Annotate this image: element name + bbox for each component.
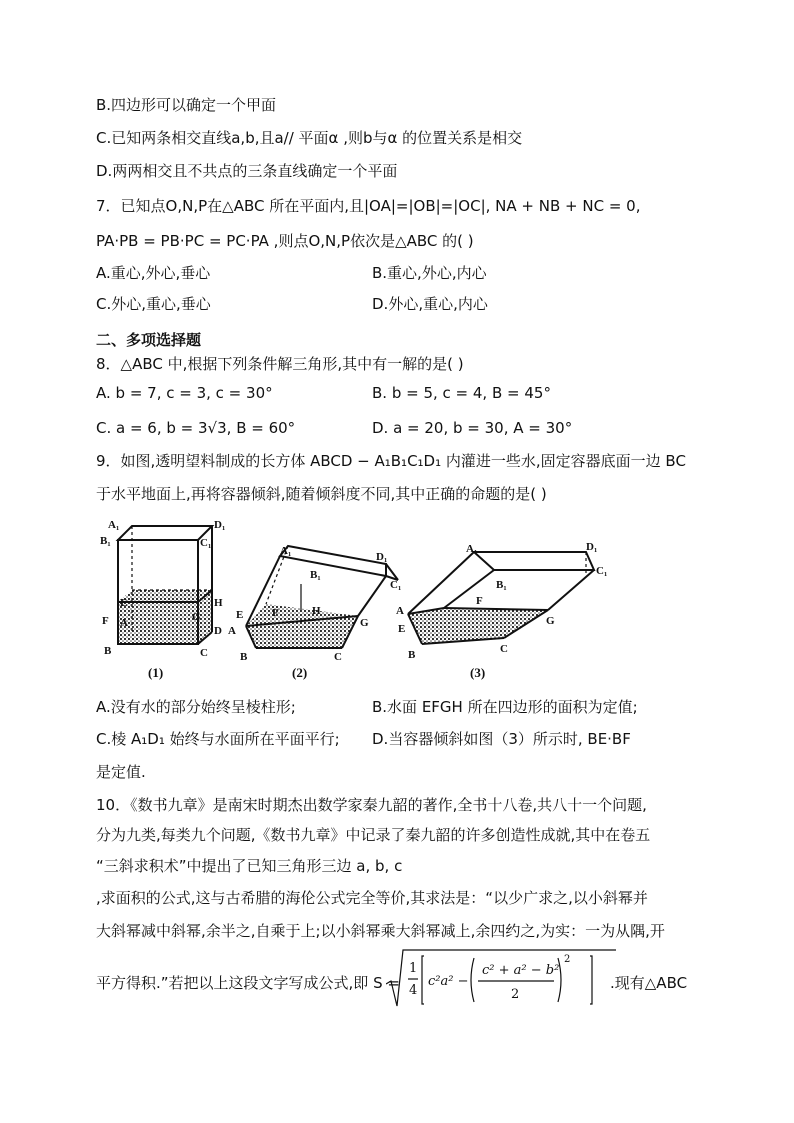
label: B₁ <box>100 535 111 547</box>
label: B <box>240 651 248 663</box>
q9-stem-line2: 于水平地面上,再将容器倾斜,随着倾斜度不同,其中正确的命题的是( ) <box>96 485 547 503</box>
q7-stem-line1: 7．已知点O,N,P在△ABC 所在平面内,且|OA|=|OB|=|OC|, NA + NB + NC = 0, <box>96 197 641 215</box>
label: F <box>272 607 279 619</box>
figure-3 <box>408 552 594 644</box>
q10-line3: “三斜求积术”中提出了已知三角形三边 a, b, c <box>96 857 403 875</box>
label: F <box>476 595 483 607</box>
q7-option-c: C.外心,重心,垂心 <box>96 295 211 313</box>
figure-caption-1: (1) <box>148 665 164 680</box>
figure-caption-2: (2) <box>292 665 308 680</box>
label: A <box>120 617 128 629</box>
label: G <box>192 611 201 623</box>
label: B <box>104 645 112 657</box>
label: C₁ <box>200 537 212 549</box>
q8-stem: 8．△ABC 中,根据下列条件解三角形,其中有一解的是( ) <box>96 355 464 373</box>
q9-option-d: D.当容器倾斜如图（3）所示时, BE·BF <box>372 730 631 748</box>
label: E <box>120 597 128 609</box>
q9-option-a: A.没有水的部分始终呈棱柱形; <box>96 698 296 716</box>
q10-line5: 大斜幂减中斜幂,余半之,自乘于上;以小斜幂乘大斜幂减上,余四约之,为实：一为从隅,开 <box>96 922 665 940</box>
label: C <box>334 651 342 663</box>
label: C₁ <box>390 579 402 591</box>
label: B₁ <box>496 579 507 591</box>
q10-line2: 分为九类,每类九个问题,《数书九章》中记录了秦九韶的许多创造性成就,其中在卷五 <box>96 826 651 844</box>
label: D₁ <box>214 519 226 531</box>
label: D₁ <box>376 551 388 563</box>
q9-container-figure <box>96 514 616 684</box>
section-heading: 二、多项选择题 <box>96 331 202 349</box>
label: E <box>398 623 406 635</box>
q8-option-a: A. b = 7, c = 3, c = 30° <box>96 384 273 402</box>
formula-one: 1 <box>409 961 418 976</box>
label: B <box>408 649 416 661</box>
q10-line6: 平方得积.”若把以上这段文字写成公式,即 S = <box>96 974 400 992</box>
q9-stem-line1: 9．如图,透明望料制成的长方体 ABCD − A₁B₁C₁D₁ 内灌进一些水,固定容器底面一边 BC <box>96 452 686 470</box>
q10-line1: 10．《数书九章》是南宋时期杰出数学家秦九韶的著作,全书十八卷,共八十一个问题, <box>96 796 647 814</box>
label: D <box>214 625 222 637</box>
q10-line6-end: .现有△ABC <box>610 974 688 992</box>
q8-option-b: B. b = 5, c = 4, B = 45° <box>372 384 551 402</box>
figure-1 <box>118 526 212 644</box>
q9-option-b: B.水面 EFGH 所在四边形的面积为定值; <box>372 698 638 716</box>
q6-option-b: B.四边形可以确定一个甲面 <box>96 96 277 114</box>
q9-option-c: C.棱 A₁D₁ 始终与水面所在平面平行; <box>96 730 340 748</box>
label: C <box>200 647 208 659</box>
formula-four: 4 <box>409 983 418 998</box>
label: E <box>236 609 244 621</box>
q9-option-d-continued: 是定值. <box>96 763 146 781</box>
q7-option-d: D.外心,重心,内心 <box>372 295 488 313</box>
q8-option-d: D. a = 20, b = 30, A = 30° <box>372 419 573 437</box>
label: A₁ <box>280 545 292 557</box>
q7-option-a: A.重心,外心,垂心 <box>96 264 211 282</box>
q6-option-c: C.已知两条相交直线a,b,且a// 平面α ,则b与α 的位置关系是相交 <box>96 129 523 147</box>
q7-option-b: B.重心,外心,内心 <box>372 264 487 282</box>
label: C₁ <box>596 565 608 577</box>
q10-line4: ,求面积的公式,这与古希腊的海伦公式完全等价,其求法是：“以少广求之,以小斜幂并 <box>96 889 648 907</box>
q6-option-d: D.两两相交且不共点的三条直线确定一个平面 <box>96 162 398 180</box>
label: C <box>500 643 508 655</box>
label: A₁ <box>466 543 478 555</box>
formula-numerator: c² + a² − b² <box>482 963 560 978</box>
q8-option-c: C. a = 6, b = 3√3, B = 60° <box>96 419 296 437</box>
formula-square: 2 <box>564 954 571 965</box>
label: G <box>360 617 369 629</box>
label: D₁ <box>586 541 598 553</box>
label: A₁ <box>108 519 120 531</box>
label: A <box>228 625 236 637</box>
figure-caption-3: (3) <box>470 665 486 680</box>
label: H <box>214 597 223 609</box>
q7-stem-line2: PA·PB = PB·PC = PC·PA ,则点O,N,P依次是△ABC 的( ) <box>96 232 474 250</box>
heron-formula <box>386 948 616 1010</box>
label: B₁ <box>310 569 321 581</box>
formula-denominator: 2 <box>511 987 520 1002</box>
label: F <box>102 615 109 627</box>
label: A <box>396 605 404 617</box>
label: G <box>546 615 555 627</box>
label: H <box>312 605 321 617</box>
formula-c2a2: c²a² − <box>428 974 469 989</box>
